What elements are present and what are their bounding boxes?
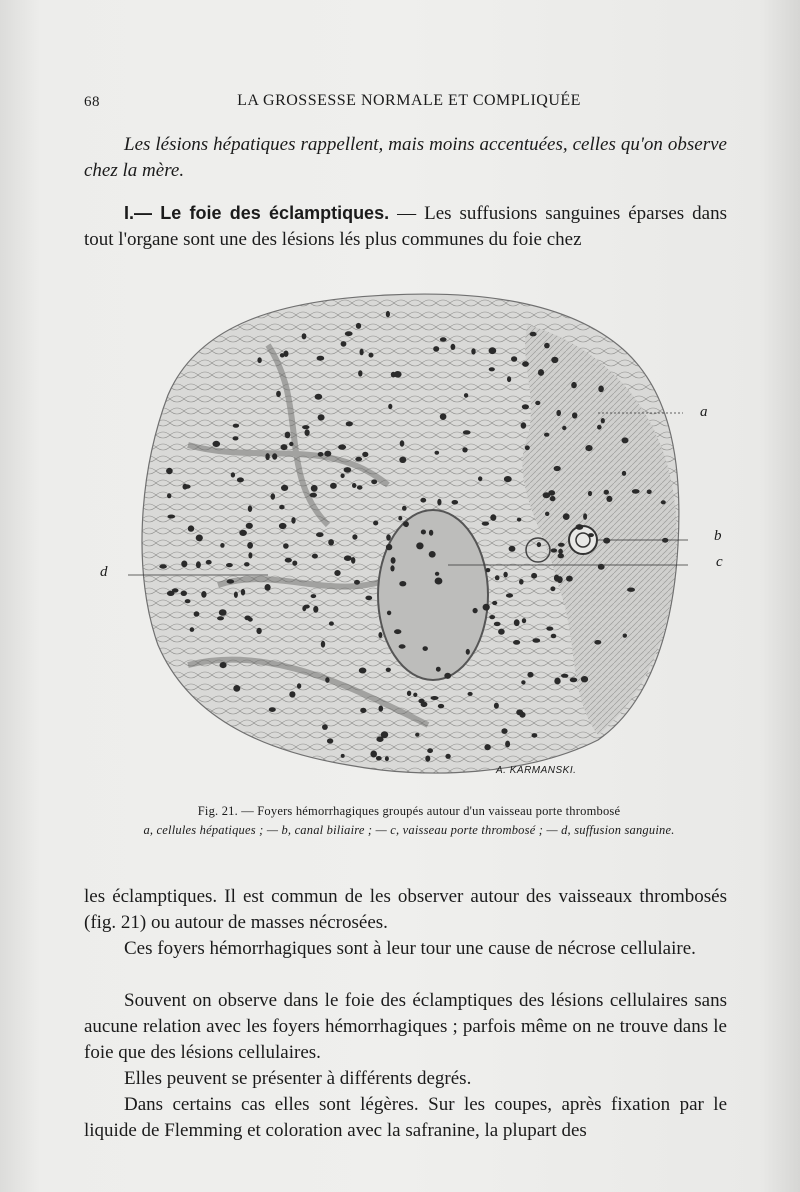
nucleus bbox=[492, 601, 497, 605]
nucleus bbox=[513, 640, 520, 645]
nucleus bbox=[506, 593, 513, 597]
nucleus bbox=[632, 489, 640, 494]
nucleus bbox=[627, 588, 635, 592]
section-heading: I.— Le foie des éclamptiques. bbox=[124, 203, 390, 223]
nucleus bbox=[399, 581, 406, 586]
nucleus bbox=[661, 500, 666, 504]
nucleus bbox=[402, 506, 407, 511]
nucleus bbox=[429, 530, 433, 536]
nucleus bbox=[302, 425, 309, 429]
page-number: 68 bbox=[84, 94, 100, 110]
nucleus bbox=[415, 733, 419, 737]
nucleus bbox=[237, 477, 244, 482]
nucleus bbox=[622, 437, 629, 443]
nucleus bbox=[532, 733, 538, 738]
nucleus bbox=[550, 586, 555, 591]
nucleus bbox=[183, 484, 188, 490]
nucleus bbox=[437, 499, 441, 506]
nucleus bbox=[464, 393, 468, 398]
nucleus bbox=[398, 516, 402, 521]
nucleus bbox=[588, 533, 594, 537]
nucleus bbox=[570, 678, 578, 683]
nucleus bbox=[233, 436, 239, 440]
nucleus bbox=[330, 483, 337, 489]
nucleus bbox=[471, 348, 475, 354]
nucleus bbox=[386, 311, 390, 317]
nucleus bbox=[181, 591, 187, 596]
nucleus bbox=[318, 452, 324, 457]
nucleus bbox=[360, 349, 364, 356]
nucleus bbox=[444, 673, 451, 679]
nucleus bbox=[416, 542, 423, 549]
body-paragraph-4: Elles peuvent se présenter à différents degrés. bbox=[124, 1068, 472, 1089]
nucleus bbox=[483, 604, 490, 611]
nucleus bbox=[604, 490, 609, 495]
nucleus bbox=[394, 371, 402, 378]
nucleus bbox=[362, 452, 368, 457]
nucleus bbox=[244, 562, 250, 566]
nucleus bbox=[365, 596, 372, 601]
nucleus bbox=[462, 447, 467, 452]
nucleus bbox=[554, 575, 559, 582]
nucleus bbox=[310, 493, 317, 498]
nucleus bbox=[241, 589, 245, 596]
nucleus bbox=[435, 572, 439, 576]
nucleus bbox=[373, 521, 378, 526]
nucleus bbox=[466, 649, 470, 655]
nucleus bbox=[558, 543, 565, 547]
nucleus bbox=[585, 445, 592, 451]
nucleus bbox=[388, 404, 392, 409]
figure-caption-line-1: Fig. 21. — Foyers hémorrhagiques groupés autour d'un vaisseau porte thrombosé bbox=[197, 804, 621, 818]
nucleus bbox=[213, 441, 221, 447]
nucleus bbox=[561, 674, 568, 678]
nucleus bbox=[257, 357, 261, 363]
bile-duct bbox=[569, 526, 597, 554]
nucleus bbox=[201, 591, 206, 598]
nucleus bbox=[327, 738, 333, 743]
nucleus bbox=[478, 476, 482, 481]
nucleus bbox=[217, 616, 224, 620]
nucleus bbox=[498, 629, 505, 635]
nucleus bbox=[334, 570, 340, 576]
nucleus bbox=[532, 638, 540, 643]
nucleus bbox=[581, 676, 588, 682]
figure-caption-line-2: a, cellules hépatiques ; — b, canal biliaire ; — c, vaisseau porte thrombosé ; — d, suffusion sanguine. bbox=[143, 823, 675, 837]
nucleus bbox=[545, 512, 549, 516]
nucleus bbox=[486, 568, 491, 572]
nucleus bbox=[355, 457, 362, 462]
nucleus bbox=[463, 430, 471, 434]
nucleus bbox=[436, 667, 441, 672]
nucleus bbox=[558, 549, 563, 555]
nucleus bbox=[489, 347, 497, 354]
nucleus bbox=[425, 756, 430, 762]
nucleus bbox=[576, 524, 584, 530]
nucleus bbox=[227, 579, 235, 583]
nucleus bbox=[519, 579, 524, 585]
nucleus bbox=[166, 468, 173, 474]
nucleus bbox=[159, 564, 167, 568]
nucleus bbox=[341, 754, 345, 758]
nucleus bbox=[324, 451, 331, 457]
nucleus bbox=[489, 367, 495, 371]
nucleus bbox=[538, 369, 544, 376]
nucleus bbox=[521, 680, 525, 684]
nucleus bbox=[316, 532, 324, 537]
nucleus bbox=[167, 493, 171, 498]
nucleus bbox=[272, 453, 277, 459]
nucleus bbox=[291, 517, 295, 524]
nucleus bbox=[544, 343, 550, 349]
body-paragraph-5: Dans certains cas elles sont légères. Sur les coupes, après fixation par le liquide de Flemming et coloration avec la safranine, la plupart des bbox=[84, 1094, 727, 1141]
nucleus bbox=[313, 606, 318, 613]
nucleus bbox=[276, 391, 281, 397]
nucleus bbox=[571, 382, 577, 388]
nucleus bbox=[285, 432, 291, 439]
nucleus bbox=[289, 442, 293, 446]
nucleus bbox=[318, 414, 325, 420]
nucleus bbox=[572, 412, 577, 418]
nucleus bbox=[503, 572, 507, 578]
nucleus bbox=[421, 702, 428, 708]
nucleus bbox=[504, 476, 512, 482]
nucleus bbox=[289, 691, 295, 697]
nucleus bbox=[525, 445, 530, 450]
nucleus bbox=[509, 546, 516, 552]
nucleus bbox=[391, 557, 396, 564]
nucleus bbox=[360, 708, 366, 713]
nucleus bbox=[387, 611, 391, 616]
nucleus bbox=[219, 609, 227, 616]
nucleus bbox=[563, 513, 570, 520]
nucleus bbox=[248, 505, 252, 512]
nucleus bbox=[351, 557, 355, 564]
nucleus bbox=[292, 561, 297, 566]
figure-label-d: d bbox=[100, 564, 108, 580]
figure-label-a: a bbox=[700, 404, 708, 420]
nucleus bbox=[440, 337, 447, 341]
nucleus bbox=[346, 421, 353, 426]
nucleus bbox=[429, 551, 436, 558]
nucleus bbox=[647, 490, 652, 495]
nucleus bbox=[321, 641, 325, 648]
nucleus bbox=[490, 514, 496, 521]
nucleus bbox=[420, 498, 426, 503]
nucleus bbox=[234, 592, 238, 598]
nucleus bbox=[325, 677, 329, 683]
nucleus bbox=[226, 563, 233, 567]
nucleus bbox=[468, 692, 473, 696]
nucleus bbox=[495, 575, 500, 580]
liver-section-illustration bbox=[128, 285, 688, 785]
nucleus bbox=[378, 632, 382, 638]
nucleus bbox=[265, 584, 271, 591]
nucleus bbox=[338, 444, 346, 449]
nucleus bbox=[517, 518, 521, 522]
nucleus bbox=[594, 640, 601, 645]
nucleus bbox=[280, 353, 285, 357]
nucleus bbox=[356, 323, 361, 329]
nucleus bbox=[246, 523, 253, 529]
nucleus bbox=[352, 534, 357, 539]
nucleus bbox=[438, 704, 444, 708]
nucleus bbox=[530, 332, 537, 337]
nucleus bbox=[494, 622, 501, 626]
nucleus bbox=[248, 552, 252, 558]
nucleus bbox=[354, 580, 360, 585]
thrombosed-portal-vessel bbox=[378, 510, 488, 680]
nucleus bbox=[431, 696, 439, 700]
nucleus bbox=[283, 543, 289, 549]
nucleus bbox=[181, 561, 187, 568]
nucleus bbox=[433, 346, 439, 352]
nucleus bbox=[369, 353, 374, 358]
nucleus bbox=[484, 744, 490, 750]
nucleus bbox=[522, 618, 526, 623]
nucleus bbox=[305, 429, 310, 436]
nucleus bbox=[371, 479, 377, 484]
nucleus bbox=[357, 485, 363, 489]
nucleus bbox=[247, 542, 253, 549]
nucleus bbox=[297, 683, 301, 688]
nucleus bbox=[546, 627, 553, 631]
nucleus bbox=[537, 542, 541, 547]
engraver-signature: A. KARMANSKI. bbox=[496, 765, 577, 776]
nucleus bbox=[167, 515, 175, 519]
nucleus bbox=[220, 662, 227, 668]
nucleus bbox=[421, 530, 426, 535]
nucleus bbox=[269, 707, 276, 712]
nucleus bbox=[597, 425, 602, 430]
nucleus bbox=[522, 404, 529, 409]
nucleus bbox=[206, 560, 212, 565]
nucleus bbox=[583, 513, 587, 520]
nucleus bbox=[379, 706, 384, 712]
nucleus bbox=[285, 558, 292, 563]
nucleus bbox=[190, 627, 195, 632]
nucleus bbox=[248, 617, 253, 621]
nucleus bbox=[359, 668, 367, 674]
nucleus bbox=[317, 356, 325, 361]
nucleus bbox=[271, 493, 276, 499]
nucleus bbox=[311, 485, 318, 492]
nucleus bbox=[473, 608, 478, 613]
nucleus bbox=[322, 724, 328, 730]
nucleus bbox=[233, 424, 239, 428]
nucleus bbox=[358, 370, 362, 376]
intro-paragraph: Les lésions hépatiques rappellent, mais moins accentuées, celles qu'on observe chez la mère. bbox=[84, 134, 727, 181]
nucleus bbox=[551, 634, 557, 639]
nucleus bbox=[451, 344, 456, 350]
nucleus bbox=[302, 333, 307, 339]
nucleus bbox=[172, 588, 179, 592]
nucleus bbox=[386, 668, 391, 672]
body-paragraph-2: Ces foyers hémorrhagiques sont à leur tour une cause de nécrose cellulaire. bbox=[124, 938, 696, 959]
nucleus bbox=[400, 440, 405, 446]
nucleus bbox=[501, 728, 507, 734]
nucleus bbox=[598, 386, 604, 393]
nucleus bbox=[386, 534, 391, 540]
nucleus bbox=[390, 565, 394, 571]
nucleus bbox=[551, 548, 557, 552]
nucleus bbox=[548, 490, 555, 496]
nucleus bbox=[231, 472, 235, 477]
nucleus bbox=[507, 376, 511, 382]
nucleus bbox=[256, 628, 261, 634]
nucleus bbox=[185, 599, 191, 603]
body-paragraph-1: les éclamptiques. Il est commun de les observer autour des vaisseaux thrombosés (fig. 21) ou autour de masses nécrosées. bbox=[84, 886, 727, 933]
nucleus bbox=[505, 741, 510, 748]
nucleus bbox=[423, 646, 428, 651]
nucleus bbox=[535, 401, 540, 405]
nucleus bbox=[376, 756, 382, 761]
nucleus bbox=[435, 451, 440, 455]
nucleus bbox=[394, 629, 401, 634]
nucleus bbox=[281, 444, 288, 450]
nucleus bbox=[527, 672, 533, 678]
nucleus bbox=[551, 357, 558, 363]
nucleus bbox=[341, 341, 347, 347]
nucleus bbox=[399, 644, 406, 648]
nucleus bbox=[315, 394, 323, 400]
nucleus bbox=[531, 573, 537, 579]
nucleus bbox=[554, 466, 561, 471]
nucleus bbox=[562, 426, 566, 430]
nucleus bbox=[413, 693, 417, 697]
nucleus bbox=[220, 543, 224, 548]
figure-label-b: b bbox=[714, 528, 722, 544]
nucleus bbox=[233, 685, 240, 692]
nucleus bbox=[588, 491, 592, 496]
nucleus bbox=[440, 413, 447, 420]
nucleus bbox=[196, 561, 201, 568]
nucleus bbox=[370, 751, 377, 758]
nucleus bbox=[601, 418, 605, 423]
nucleus bbox=[341, 474, 345, 479]
nucleus bbox=[623, 634, 627, 638]
nucleus bbox=[279, 523, 287, 529]
nucleus bbox=[344, 467, 352, 473]
nucleus bbox=[427, 748, 433, 753]
nucleus bbox=[196, 535, 203, 542]
nucleus bbox=[516, 709, 523, 715]
nucleus bbox=[239, 530, 247, 536]
nucleus bbox=[194, 611, 200, 616]
nucleus bbox=[489, 615, 495, 619]
figure-label-c: c bbox=[716, 554, 723, 570]
body-paragraph-3: Souvent on observe dans le foie des éclamptiques des lésions cellulaires sans aucune relation avec les foyers hémorrhagiques ; parfois même on ne trouve dans le foie que des lésions cellulaires. bbox=[84, 990, 727, 1063]
nucleus bbox=[399, 457, 406, 463]
nucleus bbox=[265, 453, 269, 460]
nucleus bbox=[445, 754, 450, 759]
nucleus bbox=[494, 703, 499, 709]
nucleus bbox=[606, 496, 612, 502]
nucleus bbox=[435, 578, 443, 585]
nucleus bbox=[554, 678, 560, 685]
section-text: — Les suffusions sanguines éparses dans tout l'organe sont une des lésions lés plus communes du foie chez bbox=[84, 203, 727, 250]
nucleus bbox=[376, 736, 383, 742]
nucleus bbox=[312, 554, 318, 559]
running-title: LA GROSSESSE NORMALE ET COMPLIQUÉE bbox=[237, 92, 581, 109]
nucleus bbox=[352, 483, 356, 488]
nucleus bbox=[556, 410, 561, 416]
nucleus bbox=[344, 555, 352, 561]
running-header bbox=[84, 92, 734, 116]
nucleus bbox=[452, 500, 459, 505]
nucleus bbox=[311, 594, 317, 598]
nucleus bbox=[403, 522, 409, 527]
nucleus bbox=[522, 361, 529, 367]
nucleus bbox=[511, 356, 517, 362]
nucleus bbox=[328, 539, 334, 545]
nucleus bbox=[566, 576, 573, 582]
nucleus bbox=[279, 505, 284, 510]
nucleus bbox=[386, 544, 392, 550]
nucleus bbox=[544, 433, 549, 437]
nucleus bbox=[622, 471, 626, 476]
nucleus bbox=[521, 422, 527, 428]
nucleus bbox=[603, 538, 610, 544]
nucleus bbox=[281, 485, 288, 491]
nucleus bbox=[482, 522, 489, 526]
nucleus bbox=[550, 496, 556, 501]
section-paragraph bbox=[84, 200, 727, 253]
nucleus bbox=[303, 605, 309, 609]
nucleus bbox=[514, 619, 520, 626]
nucleus bbox=[188, 525, 194, 531]
nucleus bbox=[345, 331, 353, 336]
nucleus bbox=[385, 756, 389, 761]
nucleus bbox=[329, 621, 334, 625]
nucleus bbox=[407, 691, 411, 696]
